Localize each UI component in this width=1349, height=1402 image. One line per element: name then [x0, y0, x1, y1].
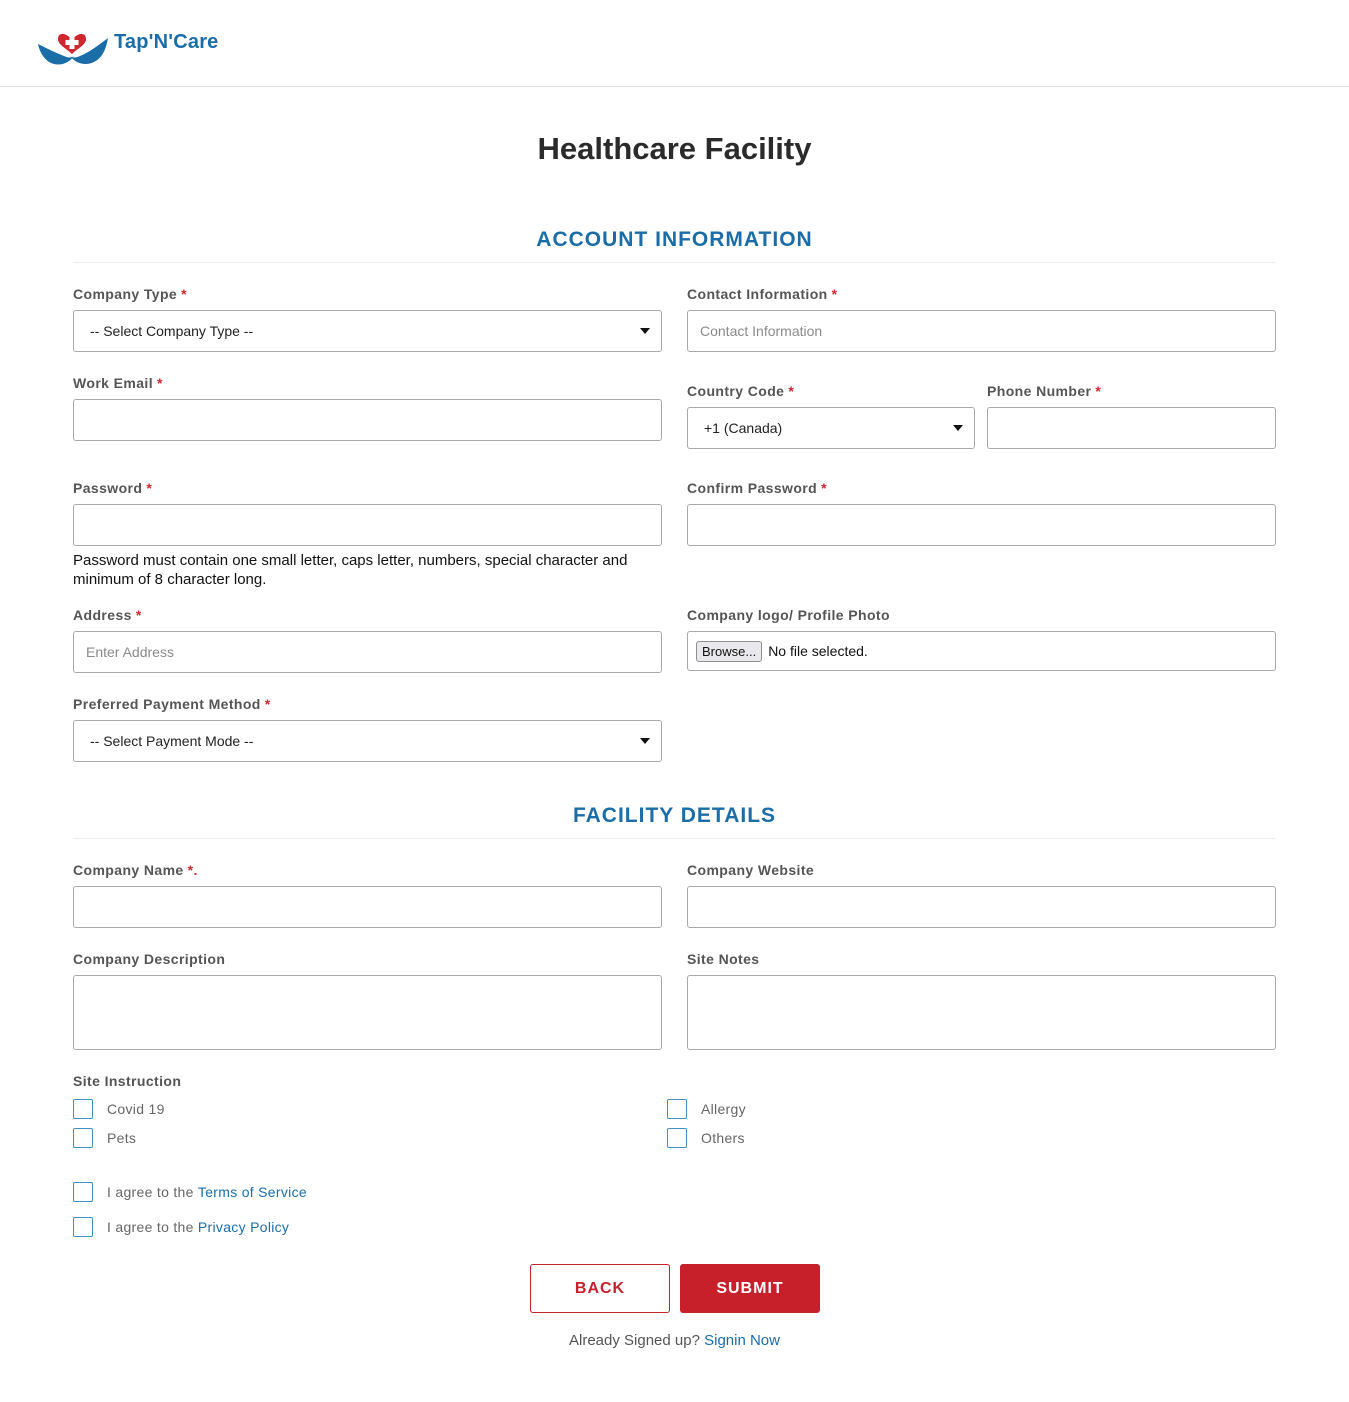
signin-prompt: Already Signed up? Signin Now	[569, 1332, 780, 1349]
agree-terms[interactable]: I agree to the Terms of Service	[73, 1182, 307, 1202]
checkbox-icon[interactable]	[73, 1099, 93, 1119]
confirm-password-label: Confirm Password *	[687, 480, 827, 496]
caret-down-icon	[640, 738, 650, 744]
required-mark: *	[788, 383, 795, 399]
company-website-label: Company Website	[687, 862, 815, 878]
password-hint: Password must contain one small letter, caps letter, numbers, special character and minimum of 8 character long.	[73, 552, 628, 588]
caret-down-icon	[953, 425, 963, 431]
site-notes-label: Site Notes	[687, 951, 760, 967]
back-button[interactable]: BACK	[530, 1264, 670, 1313]
company-type-select[interactable]	[73, 310, 662, 352]
section-title-facility: FACILITY DETAILS	[572, 804, 777, 827]
country-code-label: Country Code *	[687, 383, 795, 399]
site-header	[0, 0, 1349, 87]
file-status: No file selected.	[768, 643, 868, 659]
site-notes-textarea[interactable]	[687, 975, 1276, 1050]
browse-button[interactable]: Browse...	[696, 641, 762, 662]
company-name-label: Company Name *.	[73, 862, 198, 878]
company-description-label: Company Description	[73, 951, 226, 967]
site-instruction-label: Site Instruction	[73, 1073, 182, 1089]
heart-hands-logo-icon	[36, 18, 110, 66]
phone-number-input[interactable]	[987, 407, 1276, 449]
brand-name: Tap'N'Care	[114, 30, 219, 53]
required-mark: *	[157, 375, 163, 391]
phone-number-label: Phone Number *	[987, 383, 1102, 399]
company-type-value: -- Select Company Type --	[90, 323, 254, 339]
address-input[interactable]	[73, 631, 662, 673]
work-email-input[interactable]	[73, 399, 662, 441]
signin-link[interactable]: Signin Now	[704, 1332, 780, 1349]
company-name-input[interactable]	[73, 886, 662, 928]
terms-link[interactable]: Terms of Service	[197, 1184, 307, 1200]
required-mark: *	[264, 696, 271, 712]
checkbox-icon[interactable]	[73, 1182, 93, 1202]
contact-info-label: Contact Information *	[687, 286, 838, 302]
section-divider	[73, 838, 1276, 839]
checkbox-allergy[interactable]: Allergy	[667, 1099, 746, 1119]
work-email-label: Work Email *	[73, 375, 163, 391]
company-type-label: Company Type *	[73, 286, 187, 302]
brand-logo[interactable]	[36, 18, 219, 66]
required-mark: *	[181, 286, 187, 302]
caret-down-icon	[640, 328, 650, 334]
section-divider	[73, 262, 1276, 263]
company-website-input[interactable]	[687, 886, 1276, 928]
privacy-link[interactable]: Privacy Policy	[197, 1219, 290, 1235]
checkbox-pets[interactable]: Pets	[73, 1128, 136, 1148]
password-input[interactable]	[73, 504, 662, 546]
checkbox-others[interactable]: Others	[667, 1128, 745, 1148]
required-mark: *	[187, 862, 194, 878]
required-mark: *	[831, 286, 838, 302]
confirm-password-input[interactable]	[687, 504, 1276, 546]
checkbox-icon[interactable]	[667, 1099, 687, 1119]
payment-method-label: Preferred Payment Method *	[73, 696, 271, 712]
required-mark: *	[1095, 383, 1102, 399]
payment-method-select[interactable]	[73, 720, 662, 762]
page-title: Healthcare Facility	[537, 131, 812, 166]
password-label: Password *	[73, 480, 153, 496]
checkbox-icon[interactable]	[73, 1128, 93, 1148]
required-mark: *	[135, 607, 142, 623]
country-code-value: +1 (Canada)	[704, 420, 783, 436]
address-label: Address *	[73, 607, 142, 623]
checkbox-icon[interactable]	[667, 1128, 687, 1148]
country-code-select[interactable]	[687, 407, 975, 449]
section-title-account: ACCOUNT INFORMATION	[536, 228, 813, 251]
payment-method-value: -- Select Payment Mode --	[90, 733, 254, 749]
logo-label: Company logo/ Profile Photo	[687, 607, 890, 623]
checkbox-covid[interactable]: Covid 19	[73, 1099, 165, 1119]
checkbox-icon[interactable]	[73, 1217, 93, 1237]
company-description-textarea[interactable]	[73, 975, 662, 1050]
agree-privacy[interactable]: I agree to the Privacy Policy	[73, 1217, 289, 1237]
contact-info-input[interactable]	[687, 310, 1276, 352]
submit-button[interactable]: SUBMIT	[680, 1264, 820, 1313]
logo-file-input[interactable]	[687, 631, 1276, 671]
required-mark: *	[821, 480, 827, 496]
required-mark: *	[146, 480, 153, 496]
